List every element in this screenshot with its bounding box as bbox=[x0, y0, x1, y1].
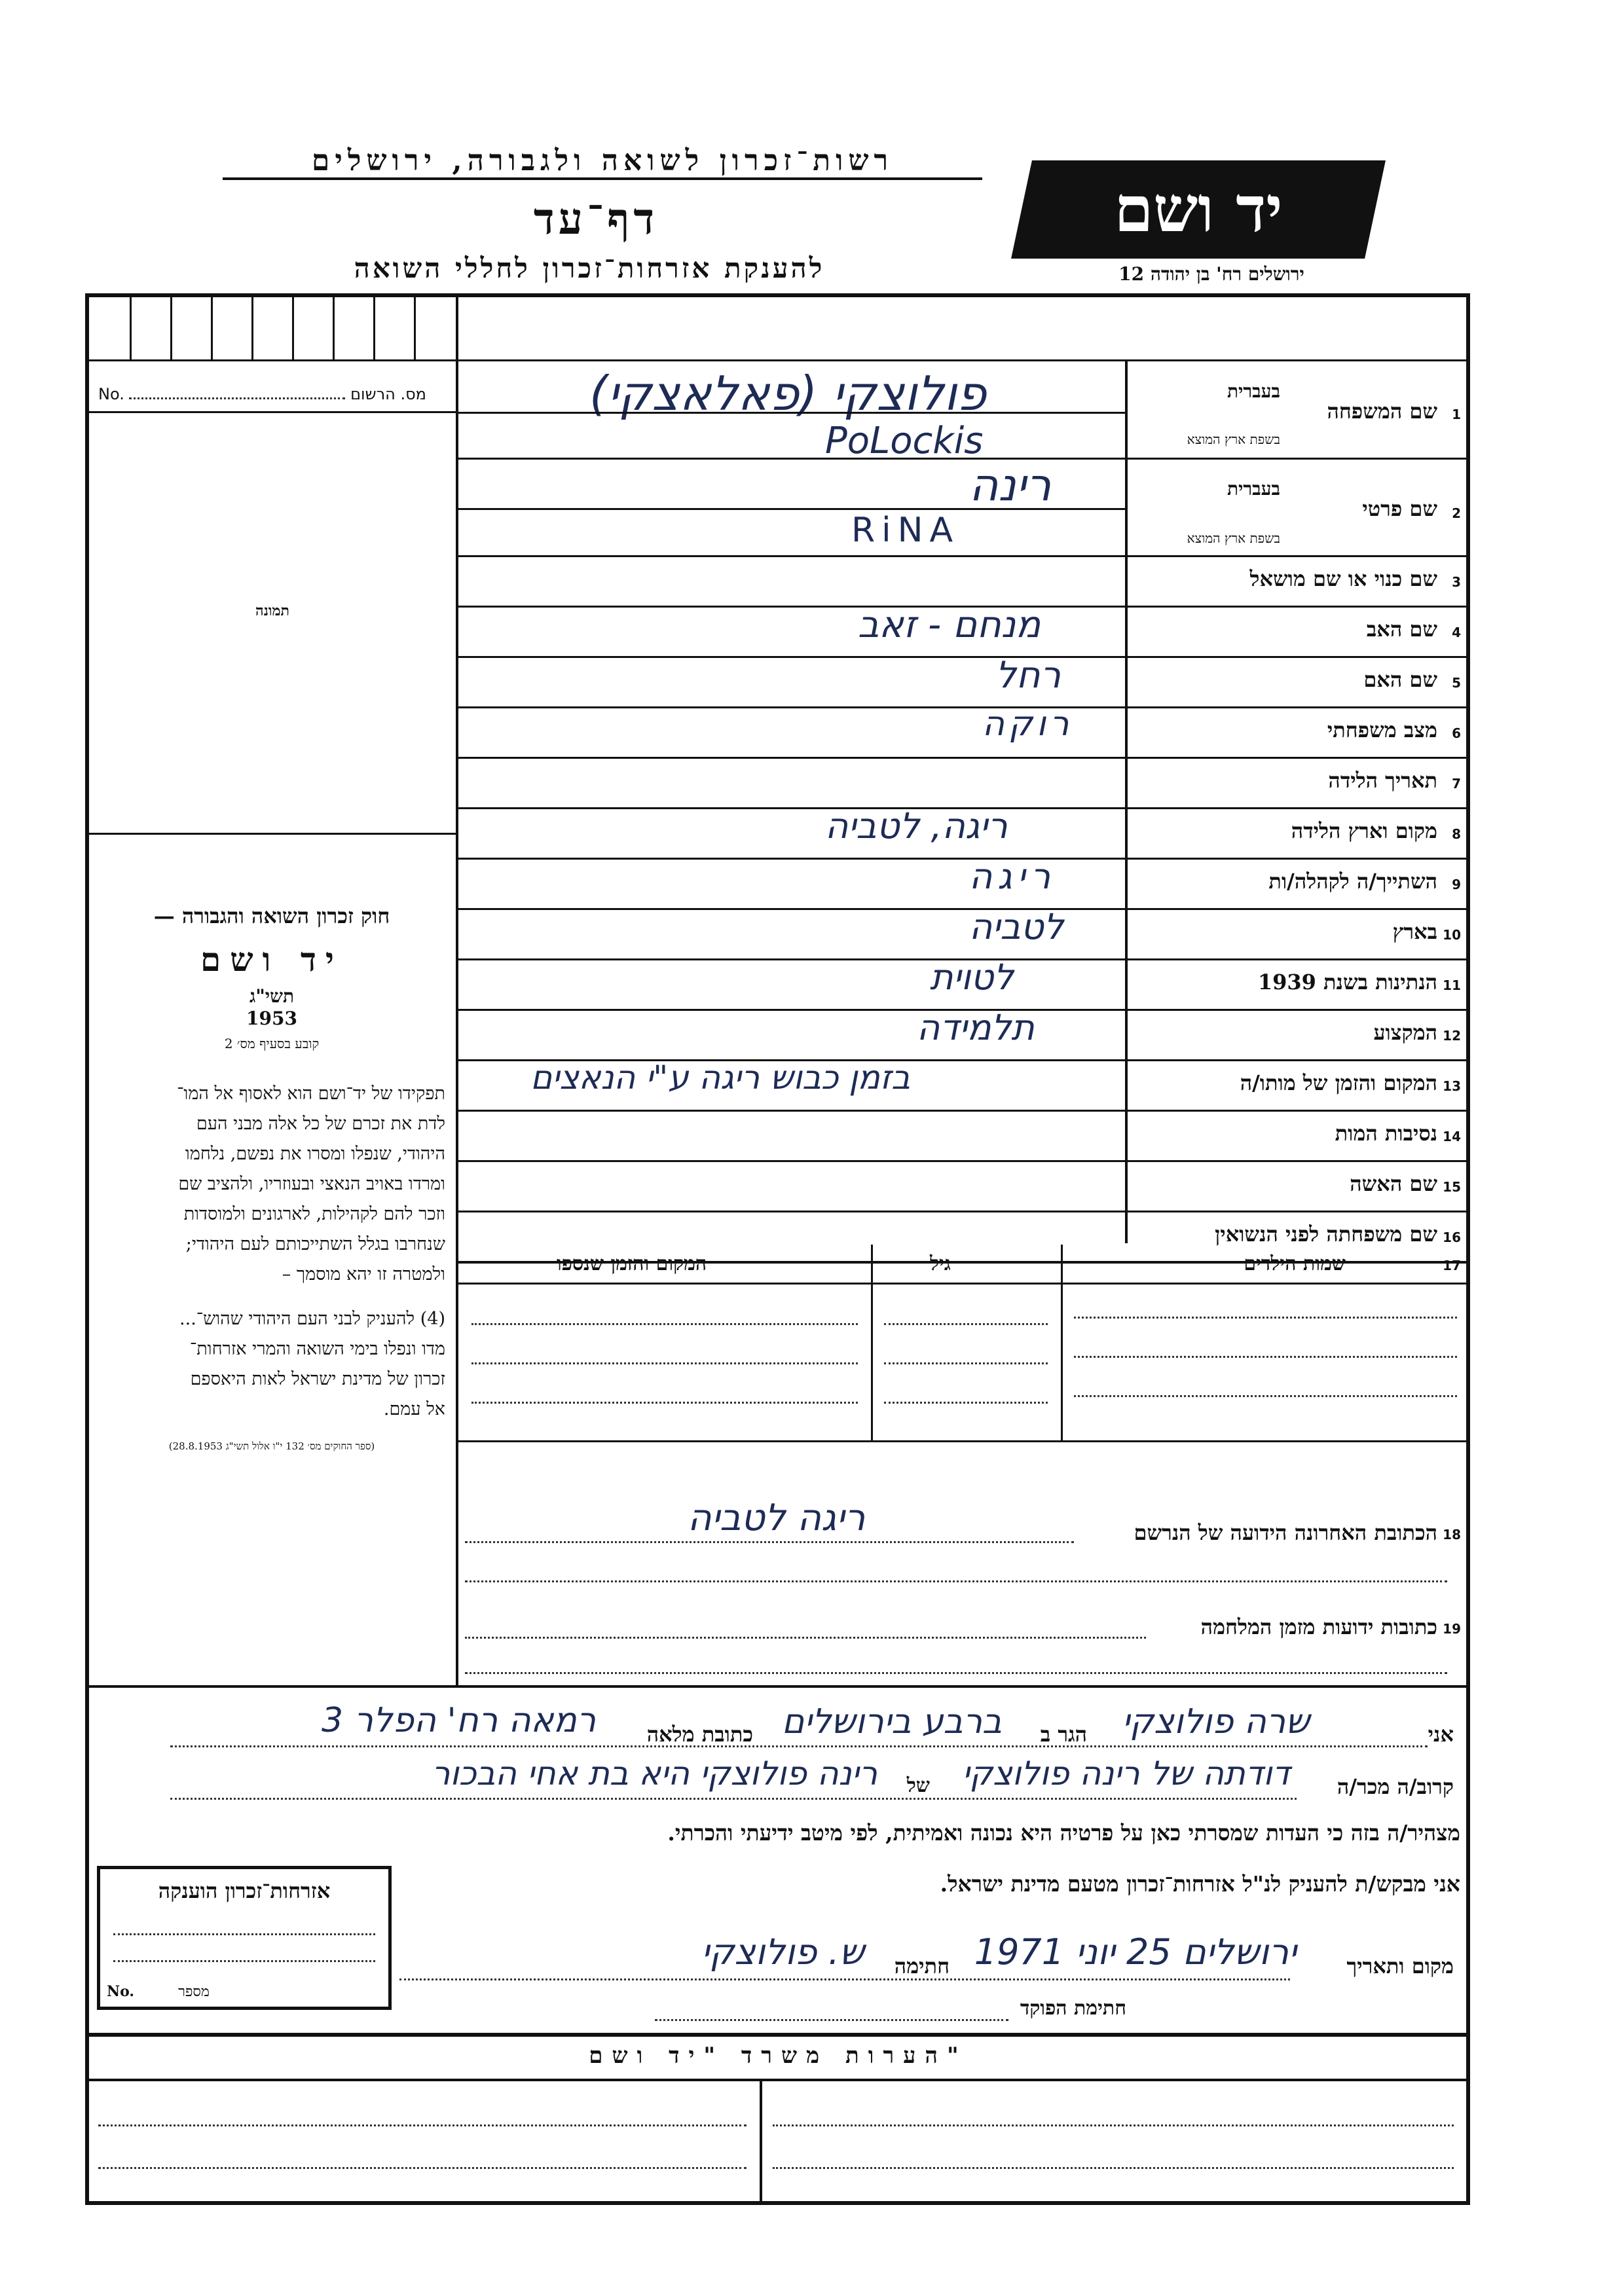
notes-line bbox=[773, 2167, 1454, 2169]
field-label: הנתינות בשנת 1939 bbox=[1257, 970, 1437, 994]
reg-no-line bbox=[98, 385, 445, 403]
law-text-line: וזכר להם לקהילות, לארגונים ולמוסדות bbox=[183, 1204, 445, 1224]
law-panel bbox=[98, 903, 445, 1052]
notes-line bbox=[98, 2167, 747, 2169]
yad-vashem-logo bbox=[1011, 160, 1386, 259]
field-row bbox=[458, 856, 1470, 910]
field-value: רחל bbox=[995, 654, 1061, 697]
field-number: 19 bbox=[1443, 1621, 1461, 1637]
law-clause: קובע בסעיף מס׳ 2 bbox=[224, 1036, 320, 1051]
of-value: רינה פולוצקי היא בת אחי הבכור bbox=[432, 1755, 877, 1793]
field-label: שם המשפחה bbox=[1327, 399, 1437, 424]
field-label: המקצוע bbox=[1373, 1020, 1437, 1045]
law-text-line: מדו ונפלו בימי השואה והמרי אזרחות־ bbox=[189, 1339, 445, 1359]
field-row bbox=[458, 906, 1470, 960]
notes-divider bbox=[760, 2081, 762, 2205]
relative-label: קרוב/ה מכר/ה bbox=[1337, 1774, 1454, 1799]
field-row bbox=[458, 1162, 1470, 1212]
field-number: 16 bbox=[1443, 1230, 1461, 1245]
law-text-line: שנחרבו בגלל השתייכותם לעם היהודי; bbox=[185, 1234, 445, 1254]
notes-line bbox=[98, 2124, 747, 2126]
field-label: בארץ bbox=[1392, 919, 1437, 944]
request-statement: אני מבקש/ת להעניק לנ"ל אזרחות־זכרון מטעם מדינת ישראל. bbox=[940, 1871, 1460, 1897]
field-sublabel: בעברית bbox=[1227, 380, 1280, 402]
field-number: 6 bbox=[1452, 725, 1461, 741]
signature-value: ש. פולוצקי bbox=[701, 1931, 864, 1973]
children-header bbox=[458, 1245, 1470, 1285]
officer-line bbox=[655, 1990, 1126, 2030]
children-table bbox=[458, 1245, 1470, 1441]
field-number: 9 bbox=[1452, 877, 1461, 892]
field-number: 8 bbox=[1452, 826, 1461, 842]
field-row bbox=[458, 359, 1470, 460]
field-sublabel: בשפת ארץ המוצא bbox=[1187, 530, 1280, 546]
of-label: של bbox=[906, 1774, 930, 1797]
notes-title: הערות משרד "יד ושם" bbox=[589, 2043, 968, 2069]
field-value: פולוצקי (פאלאצקי) bbox=[589, 366, 987, 421]
reg-no-line-rule bbox=[89, 411, 456, 413]
field-value-latin: RiNA bbox=[851, 511, 960, 550]
law-text-line: לדת את זכרם של כל אלה מבני העם bbox=[196, 1114, 445, 1134]
address-bottom-rule bbox=[89, 1685, 1467, 1688]
field-value: ריגה, לטביה bbox=[825, 805, 1008, 847]
award-box-title: אזרחות־זכרון הוענקה bbox=[158, 1878, 331, 1903]
ani-value: שרה פולוצקי bbox=[1122, 1702, 1310, 1741]
place-date-line bbox=[399, 1931, 1454, 1984]
field-label: שם האם bbox=[1363, 667, 1437, 692]
declaration-line-1 bbox=[170, 1702, 1454, 1755]
field-sublabel: בשפת ארץ המוצא bbox=[1187, 431, 1280, 447]
reg-no-label-he: מס. הרשום bbox=[350, 385, 426, 403]
field-label: תאריך הלידה bbox=[1328, 768, 1437, 793]
law-text-line: תפקידו של יד־ושם הוא לאסוף אל המו־ bbox=[177, 1084, 445, 1104]
field-row bbox=[458, 1061, 1470, 1112]
field-number: 13 bbox=[1443, 1078, 1461, 1094]
notes-header-rule bbox=[89, 2079, 1467, 2081]
award-no-label: No. bbox=[107, 1983, 135, 2000]
law-text-line: ומרדו באויב הנאצי ובעוזריו, ולהציב שם bbox=[178, 1174, 445, 1194]
field-value: רינה bbox=[969, 460, 1052, 511]
children-col-place: המקום והזמן שנספו bbox=[557, 1252, 707, 1275]
field-sublabel: בעברית bbox=[1227, 478, 1280, 500]
field-rows bbox=[458, 557, 1470, 1264]
field-number: 5 bbox=[1452, 675, 1461, 691]
law-text bbox=[98, 1079, 445, 1461]
field-row bbox=[458, 1112, 1470, 1162]
place-date-label: מקום ותאריך bbox=[1346, 1954, 1454, 1978]
top-boxes-row bbox=[89, 297, 456, 361]
field-number: 11 bbox=[1443, 977, 1461, 993]
law-title: חוק זכרון השואה והגבורה — bbox=[153, 903, 390, 928]
field-row bbox=[458, 557, 1470, 608]
law-year: 1953 bbox=[246, 1008, 297, 1029]
field-number: 17 bbox=[1443, 1258, 1461, 1273]
reg-no-label-en: No. bbox=[98, 385, 124, 403]
field-number: 10 bbox=[1443, 927, 1461, 943]
field-value-latin: PoLockis bbox=[825, 420, 984, 462]
field-label: המקום והזמן של מותו/ה bbox=[1240, 1070, 1437, 1095]
field-number: 18 bbox=[1443, 1527, 1461, 1542]
page-title: דף־עד bbox=[533, 193, 659, 244]
field-number: 14 bbox=[1443, 1129, 1461, 1144]
field-number: 7 bbox=[1452, 776, 1461, 792]
award-number-label: מספר bbox=[178, 1984, 210, 2000]
field-row bbox=[458, 654, 1470, 708]
field-label: נסיבות המות bbox=[1335, 1121, 1437, 1146]
award-box bbox=[97, 1866, 392, 2010]
field-value: ריגה bbox=[969, 856, 1056, 897]
resident-value: ברבע בירושלים bbox=[781, 1702, 1002, 1741]
signature-label: חתימה bbox=[894, 1954, 950, 1978]
law-text-line: זכרון של מדינת ישראל לאות היאספם bbox=[190, 1369, 445, 1389]
full-address-label: כתובת מלאה bbox=[646, 1722, 753, 1747]
law-text-line: ולמטרה זו יהא מוסמך – bbox=[282, 1264, 445, 1285]
field-value: מנחם - זאב bbox=[858, 604, 1041, 646]
ani-label: אני bbox=[1428, 1722, 1454, 1747]
resident-label: הגר ב bbox=[1040, 1722, 1087, 1747]
field-value: לטביה bbox=[969, 906, 1064, 947]
relative-value: דודתה של רינה פולוצקי bbox=[962, 1755, 1290, 1793]
law-text-line: אל עמם. bbox=[383, 1399, 445, 1419]
law-year-he: תשי"ג bbox=[249, 985, 295, 1007]
field-row bbox=[458, 604, 1470, 658]
field-label: שם פרטי bbox=[1362, 496, 1437, 521]
page-subtitle: להענקת אזרחות־זכרון לחללי השואה bbox=[354, 252, 825, 284]
photo-label: תמונה bbox=[255, 602, 289, 619]
declaration-statement: מצהיר/ה בזה כי העדות שמסרתי כאן על פרטיה היא נכונה ואמיתית, לפי מיטב ידיעתי והכרתי. bbox=[667, 1820, 1460, 1846]
notes-line bbox=[773, 2124, 1454, 2126]
law-text-line: (4) להעניק לבני העם היהודי שהוש־... bbox=[179, 1309, 445, 1329]
field-label: שם כנוי או שם מושאל bbox=[1249, 566, 1437, 591]
field-row bbox=[458, 460, 1470, 557]
field-value: רוקה bbox=[982, 704, 1073, 744]
field-label: הכתובת האחרונה הידועה של הנרשם bbox=[1134, 1520, 1437, 1545]
field-number: 4 bbox=[1452, 625, 1461, 640]
law-name: יד ושם bbox=[200, 940, 343, 979]
field-number: 2 bbox=[1452, 505, 1461, 521]
field-label: שם משפחתה לפני הנשואין bbox=[1215, 1222, 1437, 1247]
field-row bbox=[458, 759, 1470, 809]
full-address-value: רמאה רח' הפלר 3 bbox=[321, 1701, 596, 1740]
field-number: 3 bbox=[1452, 574, 1461, 590]
field-label: שם האשה bbox=[1350, 1171, 1437, 1196]
field-label: מצב משפחתי bbox=[1327, 718, 1437, 742]
law-source: (ספר החוקים מס׳ 132 י"ו אלול תשי"ג 28.8.1953) bbox=[168, 1440, 375, 1452]
field-value: תלמידה bbox=[917, 1007, 1035, 1048]
declaration-line-2 bbox=[170, 1755, 1454, 1807]
law-text-line: היהודי, שנפלו ומסרו את נפשם, נלחמו bbox=[185, 1144, 445, 1164]
field-value: ריגה לטביה bbox=[688, 1497, 866, 1539]
officer-signature-label: חתימת הפוקד bbox=[1020, 1997, 1126, 2020]
notes-top-rule bbox=[89, 2033, 1467, 2037]
header-address: ירושלים רח' בן יהודה 12 bbox=[1118, 263, 1304, 285]
field-row bbox=[458, 957, 1470, 1011]
children-col-names: שמות הילדים bbox=[1244, 1252, 1346, 1275]
field-row bbox=[458, 1007, 1470, 1061]
field-number: 15 bbox=[1443, 1179, 1461, 1195]
field-label: מקום וארץ הלידה bbox=[1291, 818, 1437, 843]
field-row bbox=[458, 704, 1470, 759]
logo-text: יד ושם bbox=[1114, 172, 1283, 246]
field-row bbox=[458, 805, 1470, 860]
field-value: לטוית bbox=[930, 957, 1014, 998]
children-col-age: גיל bbox=[930, 1252, 951, 1275]
field-value: בזמן כבוש ריגה ע"י הנאצים bbox=[530, 1059, 911, 1097]
field-label: כתובות ידועות מזמן המלחמה bbox=[1200, 1614, 1437, 1639]
address-section bbox=[458, 1443, 1470, 1685]
place-date-value: ירושלים 25 יוני 1971 bbox=[974, 1931, 1297, 1973]
field-label: שם האב bbox=[1366, 617, 1437, 642]
field-number: 12 bbox=[1443, 1028, 1461, 1044]
field-number: 1 bbox=[1452, 407, 1461, 422]
field-label: השתייך/ה לקהלה/ות bbox=[1268, 869, 1437, 894]
org-line: רשות־זכרון לשואה ולגבורה, ירושלים bbox=[223, 144, 982, 180]
photo-area-rule bbox=[89, 833, 456, 835]
